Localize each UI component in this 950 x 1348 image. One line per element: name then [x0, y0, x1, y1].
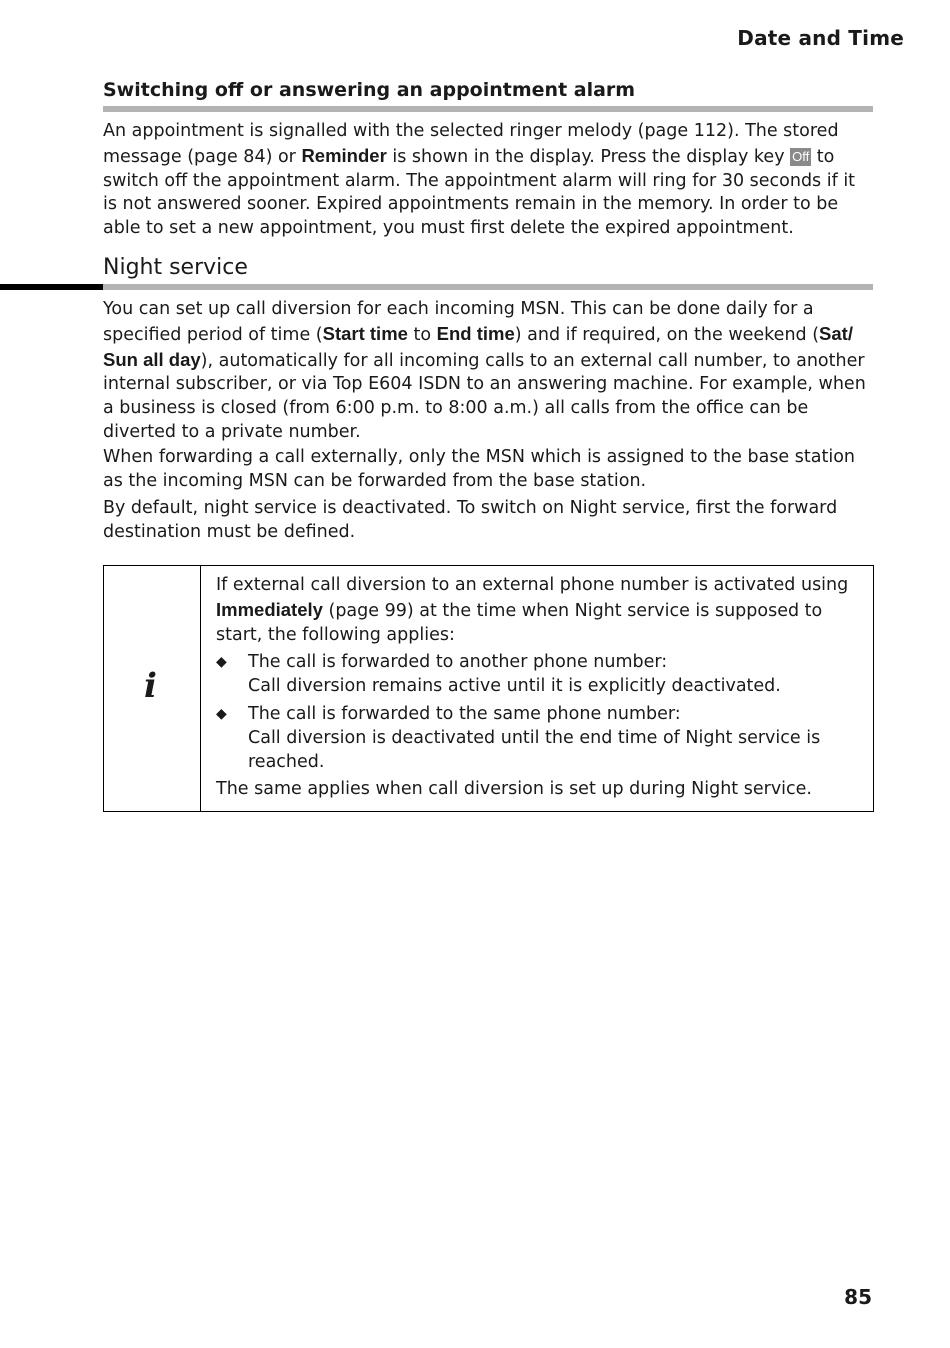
text: If external call diversion to an external phone number is activated using: [216, 575, 849, 595]
text: An appointment is signalled with the selected ringer melody (page 112). The stored message (page 84) or: [103, 121, 839, 167]
text: ), automatically for all incoming calls to an external call number, to another internal subscriber, or via Top E604 ISDN to an answering machine. For example, when a business is closed (from 6:00 p.m. to 8:00 a.m.) all calls from the office can be diverted to a private number.: [103, 350, 866, 442]
page-number: 85: [844, 1285, 872, 1309]
ui-term-reminder: Reminder: [301, 144, 387, 166]
heading-rule: [103, 284, 873, 290]
text: You can set up call diversion for each incoming MSN. This can be done daily for a specified period of time (: [103, 299, 814, 345]
ui-term-immediately: Immediately: [216, 598, 323, 620]
section-marker-bar: [0, 284, 103, 290]
note-intro: [216, 574, 861, 647]
display-key-off: Off: [792, 148, 810, 164]
heading-rule: [103, 106, 873, 112]
section-heading-night-service: Night service: [103, 255, 248, 280]
text: to: [407, 324, 437, 345]
ui-term-sat-sun-all-day: Sat/ Sun all day: [103, 322, 853, 370]
night-service-paragraph-3: By default, night service is deactivated. To switch on Night service, first the forward destination must be defined.: [103, 498, 838, 542]
text: is shown in the display. Press the display key: [386, 146, 791, 167]
bullet-line: The call is forwarded to another phone number:: [248, 652, 668, 673]
note-bullet-item: [216, 651, 861, 699]
info-note-content: [216, 574, 861, 802]
info-note-icon-cell: [104, 566, 201, 811]
bullet-line: Call diversion is deactivated until the end time of Night service is reached.: [248, 727, 821, 772]
bullet-line: The call is forwarded to the same phone number:: [248, 703, 681, 724]
section-heading-appointment-alarm: Switching off or answering an appointment alarm: [103, 79, 636, 101]
ui-term-start-time: Start time: [322, 322, 408, 344]
chapter-title: Date and Time: [737, 26, 904, 50]
note-bullet-item: [216, 703, 861, 774]
night-service-paragraph-2: When forwarding a call externally, only the MSN which is assigned to the base station as the incoming MSN can be forwarded from the base station.: [103, 447, 855, 491]
diamond-bullet-icon: ◆: [216, 705, 227, 722]
text: (page 99) at the time when Night service is supposed to start, the following applies:: [216, 600, 823, 645]
info-note-box: [103, 565, 874, 812]
note-closing: The same applies when call diversion is set up during Night service.: [216, 779, 812, 800]
night-service-paragraph-1: [103, 298, 873, 445]
bullet-line: Call diversion remains active until it is explicitly deactivated.: [248, 676, 781, 697]
ui-term-end-time: End time: [436, 322, 515, 344]
text: to switch off the appointment alarm. The appointment alarm will ring for 30 seconds if it is not answered sooner. Expired appointments remain in the memory. In order to be able to set a new appointment, you must first delete the expired appointment.: [103, 146, 856, 239]
info-icon: i: [144, 666, 157, 706]
text: ) and if required, on the weekend (: [514, 324, 820, 345]
appointment-alarm-paragraph: [103, 120, 873, 241]
diamond-bullet-icon: ◆: [216, 654, 227, 671]
